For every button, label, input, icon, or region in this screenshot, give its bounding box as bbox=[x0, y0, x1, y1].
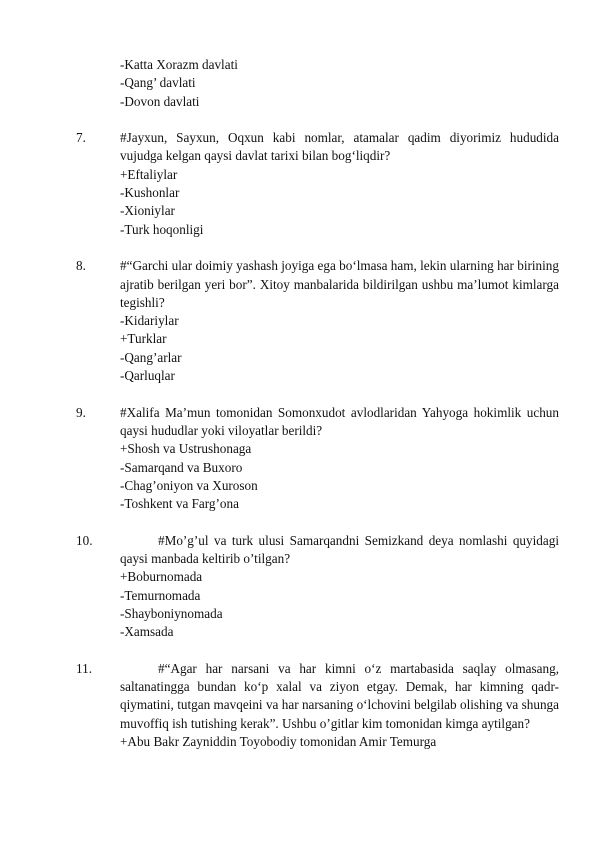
option: +Shosh va Ustrushonaga bbox=[120, 441, 252, 457]
question-8 bbox=[76, 257, 559, 385]
option: +Eftaliylar bbox=[120, 166, 178, 182]
option: -Toshkent va Farg’ona bbox=[120, 496, 239, 512]
option: -Xamsada bbox=[120, 624, 174, 640]
question-7 bbox=[76, 129, 559, 239]
question-text: #Jayxun, Sayxun, Oqxun kabi nomlar, atamalar qadim diyorimiz hududida vujudga kelgan qaysi davlat tarixi bilan bog‘liqdir? bbox=[120, 130, 559, 164]
option: -Qang’arlar bbox=[120, 349, 182, 365]
option: -Shayboniynomada bbox=[120, 605, 223, 621]
question-10 bbox=[76, 532, 559, 642]
question-9 bbox=[76, 404, 559, 514]
option: -Katta Xorazm davlati bbox=[120, 57, 238, 72]
option: +Turklar bbox=[120, 331, 167, 347]
question-number: 9. bbox=[76, 404, 86, 420]
option: -Qang’ davlati bbox=[120, 75, 196, 91]
option: -Qarluqlar bbox=[120, 368, 175, 384]
question-text: #Xalifa Ma’mun tomonidan Somonxudot avlodlaridan Yahyoga hokimlik uchun qaysi hududlar yoki viloyatlar berildi? bbox=[120, 404, 559, 438]
option: -Chag’oniyon va Xuroson bbox=[120, 477, 258, 493]
question-number: 10. bbox=[76, 532, 93, 548]
question-text: #“Agar har narsani va har kimni o‘z martabasida saqlay olmasang, saltanatingga bundan ko‘p xalal va ziyon etgay. Demak, har kimning qadr-qiymatini, tutgan mavqeini va har narsaning o‘lchovini belgilab olishing va shunga muvoffiq ish tutishing kerak”. Ushbu o’gitlar kim tomonidan kimga aytilgan? bbox=[120, 660, 559, 731]
option: -Temurnomada bbox=[120, 587, 201, 603]
option: +Boburnomada bbox=[120, 569, 203, 585]
option: -Kushonlar bbox=[120, 185, 180, 201]
question-text: #“Garchi ular doimiy yashash joyiga ega bo‘lmasa ham, lekin ularning har birining ajratib berilgan yeri bor”. Xitoy manbalarida bildirilgan ushbu ma’lumot kimlarga tegishli? bbox=[120, 258, 559, 310]
question-11 bbox=[76, 660, 559, 751]
option: +Abu Bakr Zayniddin Toyobodiy tomonidan Amir Temurga bbox=[120, 733, 437, 749]
option: -Kidariylar bbox=[120, 313, 179, 329]
option: -Xioniylar bbox=[120, 203, 175, 219]
option: -Dovon davlati bbox=[120, 93, 200, 109]
question-number: 11. bbox=[76, 660, 92, 676]
lead-options bbox=[76, 56, 559, 111]
question-number: 7. bbox=[76, 130, 86, 146]
option: -Samarqand va Buxoro bbox=[120, 459, 243, 475]
document-content bbox=[76, 56, 559, 770]
question-number: 8. bbox=[76, 258, 86, 274]
option: -Turk hoqonligi bbox=[120, 221, 204, 237]
question-text: #Mo’g’ul va turk ulusi Samarqandni Semizkand deya nomlashi quyidagi qaysi manbada keltirib o’tilgan? bbox=[120, 532, 559, 567]
